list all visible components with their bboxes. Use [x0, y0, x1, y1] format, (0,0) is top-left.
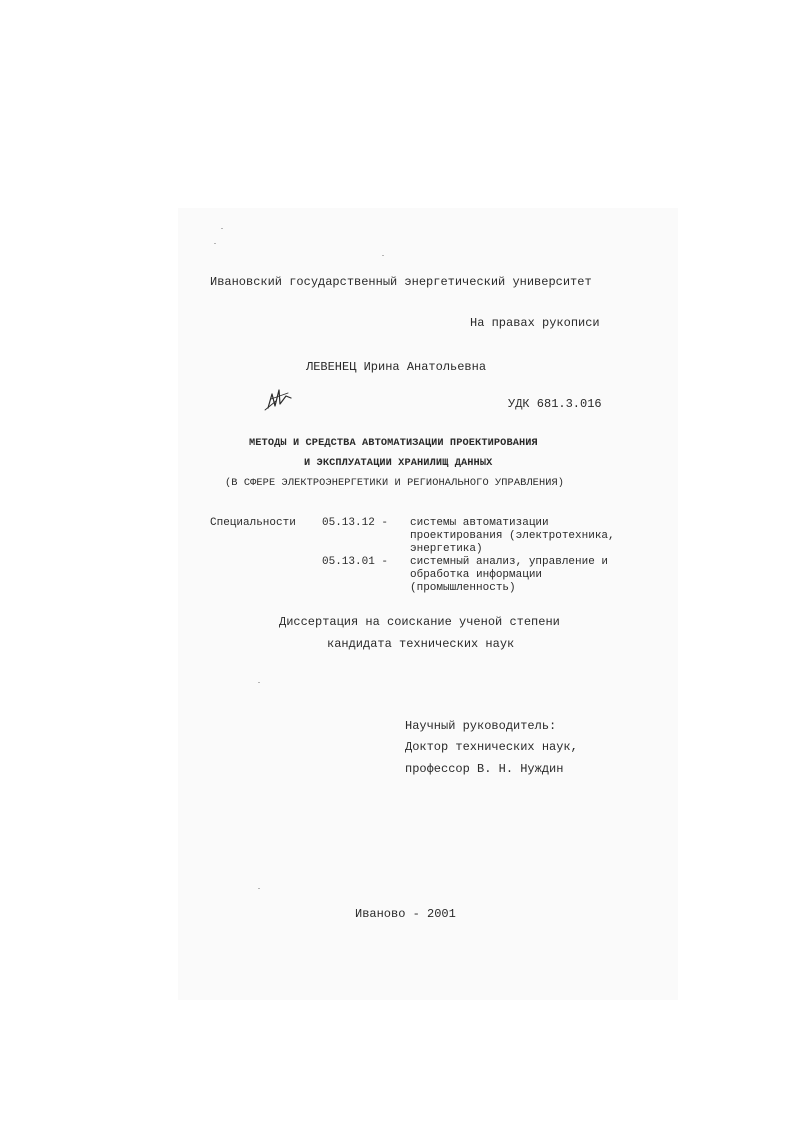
specialty-description-line: системный анализ, управление и — [410, 556, 609, 568]
supervisor-degree: Доктор технических наук, — [405, 740, 578, 754]
specialties-label: Специальности — [210, 517, 296, 529]
scan-speck — [382, 255, 384, 256]
specialty-description-line: (промышленность) — [410, 582, 516, 594]
handwritten-signature — [262, 384, 294, 414]
scan-speck — [258, 888, 260, 889]
specialty-code: 05.13.12 - — [322, 517, 389, 529]
institution-name: Ивановский государственный энергетический университет — [210, 275, 592, 289]
dissertation-title-line-2: И ЭКСПЛУАТАЦИИ ХРАНИЛИЩ ДАННЫХ — [304, 457, 493, 469]
dissertation-title-line-1: МЕТОДЫ И СРЕДСТВА АВТОМАТИЗАЦИИ ПРОЕКТИРОВАНИЯ — [249, 437, 538, 449]
scan-speck — [214, 243, 216, 244]
city-year: Иваново - 2001 — [355, 907, 456, 921]
scanned-page-area — [178, 208, 678, 1000]
specialty-description-line: проектирования (электротехника, — [410, 530, 615, 542]
degree-statement-line-2: кандидата технических наук — [327, 637, 515, 651]
supervisor-name: профессор В. Н. Нуждин — [405, 762, 564, 776]
author-name: ЛЕВЕНЕЦ Ирина Анатольевна — [306, 360, 487, 374]
manuscript-rights-note: На правах рукописи — [470, 316, 600, 330]
specialty-code: 05.13.01 - — [322, 556, 389, 568]
udk-code: УДК 681.3.016 — [508, 397, 602, 411]
dissertation-title-line-3: (В СФЕРЕ ЭЛЕКТРОЭНЕРГЕТИКИ И РЕГИОНАЛЬНОГО УПРАВЛЕНИЯ) — [225, 477, 565, 489]
degree-statement-line-1: Диссертация на соискание ученой степени — [279, 615, 560, 629]
scan-speck — [221, 228, 223, 229]
scan-speck — [258, 682, 260, 683]
specialty-description-line: обработка информации — [410, 569, 543, 581]
specialty-description-line: энергетика) — [410, 543, 483, 555]
specialty-description-line: системы автоматизации — [410, 517, 549, 529]
supervisor-label: Научный руководитель: — [405, 719, 557, 733]
